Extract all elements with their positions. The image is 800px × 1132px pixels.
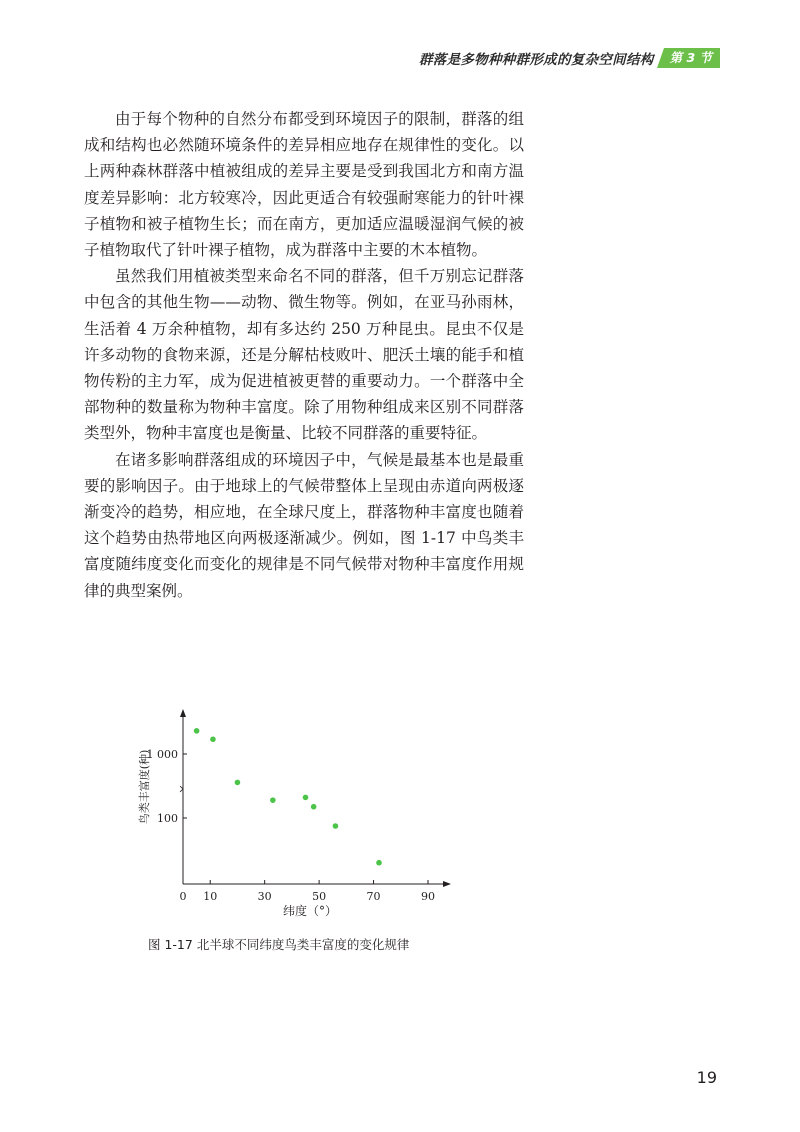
body-text xyxy=(84,106,524,604)
x-tick-label: 0 xyxy=(179,890,187,903)
data-point xyxy=(376,860,382,866)
y-tick-label: 100 xyxy=(157,812,178,825)
chart-canvas xyxy=(120,695,460,925)
x-axis-label: 纬度（°） xyxy=(282,904,338,918)
y-axis-arrow xyxy=(180,709,186,717)
chart-ticks xyxy=(147,748,436,903)
chart-axes xyxy=(180,709,451,887)
chart-points xyxy=(194,728,382,865)
y-tick-label: 1 000 xyxy=(146,748,178,761)
x-tick-label: 30 xyxy=(257,890,272,903)
figure-caption: 图 1-17 北半球不同纬度鸟类丰富度的变化规律 xyxy=(148,937,410,952)
x-tick-label: 50 xyxy=(312,890,327,903)
data-point xyxy=(333,823,339,829)
data-point xyxy=(194,728,200,734)
data-point xyxy=(270,797,276,803)
data-point xyxy=(303,795,309,801)
page-number: 19 xyxy=(696,1068,717,1087)
bird-richness-chart xyxy=(120,695,460,925)
paragraph-2: 虽然我们用植被类型来命名不同的群落，但千万别忘记群落中包含的其他生物——动物、微生物等。例如，在亚马孙雨林，生活着 4 万余种植物，却有多达约 250 万种昆虫。昆虫不仅是许多动物的食物来源，还是分解枯枝败叶、肥沃土壤的能手和植物传粉的主力军，成为促进植被更替的重要动力。一个群落中全部物种的数量称为物种丰富度。除了用物种组成来区别不同群落类型外，物种丰富度也是衡量、比较不同群落的重要特征。 xyxy=(84,267,524,443)
y-axis-label: 鸟类丰富度(种) xyxy=(138,749,151,825)
data-point xyxy=(235,780,241,786)
chapter-title: 群落是多物种种群形成的复杂空间结构 xyxy=(418,52,654,68)
section-badge: 第 3 节 xyxy=(664,48,720,68)
x-tick-label: 70 xyxy=(366,890,381,903)
data-point xyxy=(311,804,317,810)
paragraph-1: 由于每个物种的自然分布都受到环境因子的限制，群落的组成和结构也必然随环境条件的差异相应地存在规律性的变化。以上两种森林群落中植被组成的差异主要是受到我国北方和南方温度差异影响：北方较寒冷，因此更适合有较强耐寒能力的针叶裸子植物和被子植物生长；而在南方，更加适应温暖湿润气候的被子植物取代了针叶裸子植物，成为群落中主要的木本植物。 xyxy=(84,110,524,260)
running-header xyxy=(419,48,720,68)
x-tick-label: 10 xyxy=(203,890,218,903)
paragraph-3: 在诸多影响群落组成的环境因子中，气候是最基本也是最重要的影响因子。由于地球上的气候带整体上呈现由赤道向两极逐渐变冷的趋势，相应地，在全球尺度上，群落物种丰富度也随着这个趋势由热带地区向两极逐渐减少。例如，图 1-17 中鸟类丰富度随纬度变化而变化的规律是不同气候带对物种丰富度作用规律的典型案例。 xyxy=(84,450,524,600)
x-tick-label: 90 xyxy=(421,890,435,903)
data-point xyxy=(210,736,216,742)
x-axis-arrow xyxy=(443,881,451,887)
